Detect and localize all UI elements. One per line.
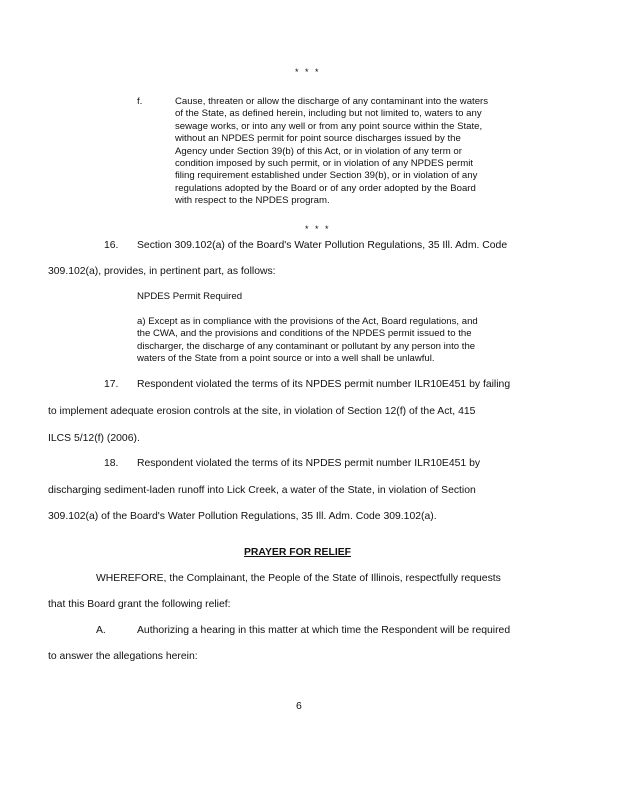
paragraph-17-number: 17. xyxy=(104,379,119,390)
item-f-label: f. xyxy=(137,96,143,107)
paragraph-18-line: Respondent violated the terms of its NPDES permit number ILR10E451 by xyxy=(137,458,481,469)
paragraph-16-number: 16. xyxy=(104,240,119,251)
paragraph-17-line: Respondent violated the terms of its NPDES permit number ILR10E451 by failing xyxy=(137,379,511,390)
item-f-line: of the State, as defined herein, including but not limited to, waters to any xyxy=(175,108,482,120)
paragraph-18-line: 309.102(a) of the Board's Water Pollution Regulations, 35 Ill. Adm. Code 309.102(a). xyxy=(48,511,437,522)
quote-title: NPDES Permit Required xyxy=(137,291,243,302)
item-f-line: Agency under Section 39(b) of this Act, or in violation of any term or xyxy=(175,145,462,157)
paragraph-18-line: discharging sediment-laden runoff into Lick Creek, a water of the State, in violation of Section xyxy=(48,485,476,496)
item-f-line: Cause, threaten or allow the discharge of any contaminant into the waters xyxy=(175,96,489,107)
paragraph-17-line: to implement adequate erosion controls at the site, in violation of Section 12(f) of the Act, 415 xyxy=(48,406,476,417)
section-break-stars-mid: * * * xyxy=(305,224,331,234)
item-a-line: Authorizing a hearing in this matter at which time the Respondent will be required xyxy=(137,625,511,636)
prayer-heading: PRAYER FOR RELIEF xyxy=(244,547,352,558)
quote-line: waters of the State from a point source or into a well shall be unlawful. xyxy=(137,353,435,365)
item-f-line: regulations adopted by the Board or of any order adopted by the Board xyxy=(175,182,476,194)
item-a-line: to answer the allegations herein: xyxy=(48,651,198,662)
paragraph-17-line: ILCS 5/12(f) (2006). xyxy=(48,433,140,444)
section-break-stars-top: * * * xyxy=(295,67,321,77)
item-a-label: A. xyxy=(96,625,106,636)
prayer-line: WHEREFORE, the Complainant, the People of the State of Illinois, respectfully requests xyxy=(96,573,501,584)
item-f-line: sewage works, or into any well or from any point source within the State, xyxy=(175,120,483,132)
quote-line: the CWA, and the provisions and conditions of the NPDES permit issued to the xyxy=(137,328,472,340)
prayer-line: that this Board grant the following relief: xyxy=(48,599,231,610)
quote-text xyxy=(137,316,557,366)
paragraph-16-line: 309.102(a), provides, in pertinent part, as follows: xyxy=(48,266,276,277)
item-f-line: filing requirement established under Section 39(b), or in violation of any xyxy=(175,170,478,182)
quote-line: discharger, the discharge of any contaminant or pollutant by any person into the xyxy=(137,340,476,352)
item-f-line: condition imposed by such permit, or in violation of any NPDES permit xyxy=(175,158,474,170)
quote-line: a) Except as in compliance with the provisions of the Act, Board regulations, and xyxy=(137,316,478,327)
item-f-text xyxy=(175,96,555,208)
paragraph-18-number: 18. xyxy=(104,458,119,469)
paragraph-16-line: Section 309.102(a) of the Board's Water Pollution Regulations, 35 Ill. Adm. Code xyxy=(137,240,508,251)
item-f-line: without an NPDES permit for point source discharges issued by the xyxy=(175,133,461,145)
page-number: 6 xyxy=(296,701,302,712)
item-f-line: with respect to the NPDES program. xyxy=(175,195,330,207)
